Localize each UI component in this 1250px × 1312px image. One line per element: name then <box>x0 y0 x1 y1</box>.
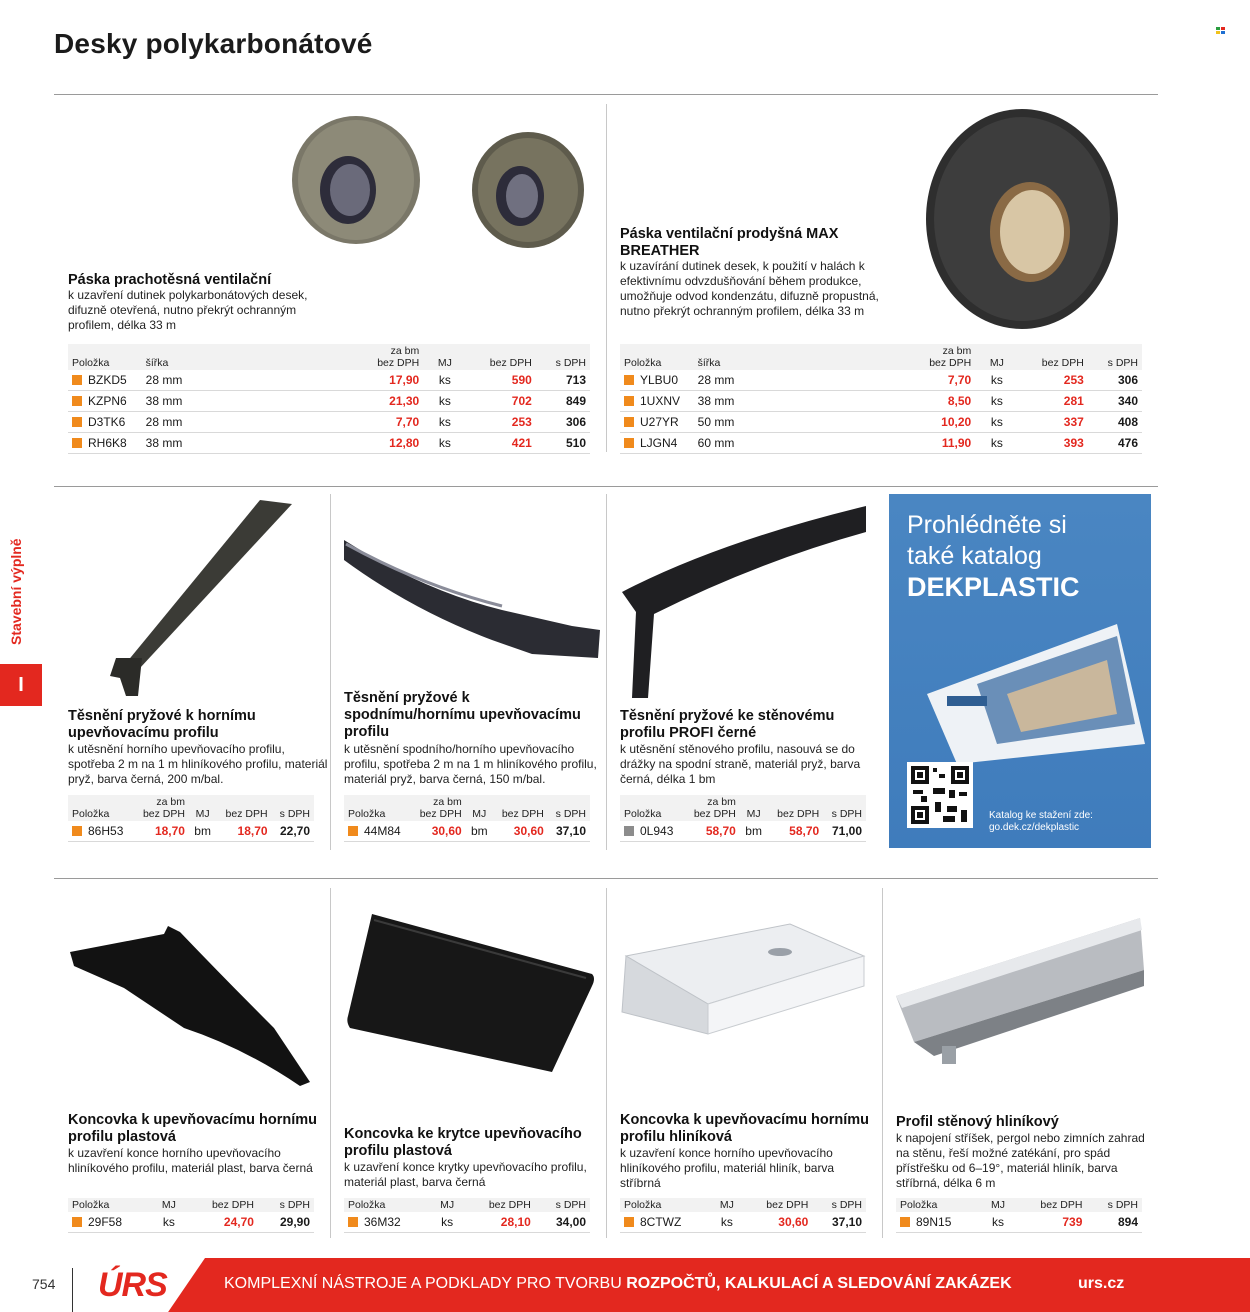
col-header: s DPH <box>535 1198 590 1212</box>
divider <box>54 94 1158 95</box>
product-description: k uzavření konce horního upevňovacího hliníkového profilu, materiál plast, barva černá <box>68 1146 313 1175</box>
product-title: Těsnění pryžové ke stěnovému profilu PROFI černé <box>620 708 835 741</box>
col-header: za bm bez DPH <box>217 344 423 370</box>
price-table <box>620 1198 866 1233</box>
urs-logo[interactable]: ÚRS <box>98 1266 167 1304</box>
end-cap-image <box>64 918 316 1088</box>
col-header: za bm bez DPH <box>684 795 740 821</box>
col-header: s DPH <box>1086 1198 1142 1212</box>
col-header: Položka <box>620 1198 711 1212</box>
product-title: Koncovka ke krytce upevňovacího profilu plastová <box>344 1126 582 1159</box>
col-header: bez DPH <box>742 1198 812 1212</box>
product-description: k utěsnění spodního/horního upevňovacího profilu, spotřeba 2 m na 1 m hliníkového profilu, materiál pryž, barva černá, 150 m/bal. <box>344 742 597 786</box>
table-row[interactable]: BZKD5 28 mm 17,90 ks 590 713 <box>68 370 590 391</box>
table-row[interactable]: 44M84 30,60 bm 30,60 37,10 <box>344 821 590 842</box>
col-header: bez DPH <box>1019 344 1088 370</box>
price-table <box>620 795 866 842</box>
price-table <box>68 344 590 454</box>
rubber-seal-image <box>618 502 870 702</box>
divider <box>330 494 331 850</box>
divider <box>330 888 331 1238</box>
price-table <box>620 344 1142 454</box>
col-header: za bm bez DPH <box>411 795 466 821</box>
col-header: bez DPH <box>216 795 271 821</box>
table-row[interactable]: 29F58 ks 24,70 29,90 <box>68 1212 314 1233</box>
aluminium-profile-image <box>894 916 1146 1072</box>
page-number: 754 <box>32 1276 56 1292</box>
product-title: Těsnění pryžové k spodnímu/hornímu upevňovacímu profilu <box>344 690 581 740</box>
end-cap-image <box>620 922 870 1072</box>
table-row[interactable]: YLBU0 28 mm 7,70 ks 253 306 <box>620 370 1142 391</box>
divider <box>72 1268 73 1312</box>
table-row[interactable]: 8CTWZ ks 30,60 37,10 <box>620 1212 866 1233</box>
table-row[interactable]: 0L943 58,70 bm 58,70 71,00 <box>620 821 866 842</box>
product-description: k utěsnění stěnového profilu, nasouvá se do drážky na spodní straně, materiál pryž, barva černá, délka 1 bm <box>620 742 861 786</box>
product-description: k uzavření konce horního upevňovacího hliníkového profilu, materiál hliník, barva stříbrná <box>620 1146 835 1190</box>
divider <box>54 878 1158 879</box>
table-row[interactable]: 89N15 ks 739 894 <box>896 1212 1142 1233</box>
divider <box>606 494 607 850</box>
price-table <box>344 1198 590 1233</box>
product-description: k napojení stříšek, pergol nebo zimních zahrad na stěnu, řeší možné zatékání, pro spád přístřešku od 6–19°, materiál hliník, barva stříbrná, délka 6 m <box>896 1131 1145 1190</box>
color-marks-icon <box>1216 27 1225 34</box>
product-title: Páska ventilační prodyšná MAX BREATHER <box>620 226 839 259</box>
col-header: s DPH <box>536 344 590 370</box>
table-row[interactable]: 86H53 18,70 bm 18,70 22,70 <box>68 821 314 842</box>
section-side-label: Stavební výplně <box>8 538 24 645</box>
product-description: k utěsnění horního upevňovacího profilu, spotřeba 2 m na 1 m hliníkového profilu, materiál pryž, barva černá, 200 m/bal. <box>68 742 328 786</box>
col-header: s DPH <box>823 795 866 821</box>
col-header: s DPH <box>548 795 590 821</box>
col-header: Položka <box>68 344 142 370</box>
footer-website-link[interactable]: urs.cz <box>1078 1275 1125 1292</box>
qr-code-icon[interactable] <box>907 762 973 828</box>
catalog-cover-image <box>917 614 1147 764</box>
rubber-seal-image <box>80 498 300 702</box>
col-header: bez DPH <box>185 1198 258 1212</box>
product-title: Profil stěnový hliníkový <box>896 1114 1059 1130</box>
divider <box>606 888 607 1238</box>
col-header: bez DPH <box>463 1198 535 1212</box>
col-header: MJ <box>153 1198 185 1212</box>
table-row[interactable]: LJGN4 60 mm 11,90 ks 393 476 <box>620 433 1142 454</box>
rubber-seal-image <box>342 530 604 662</box>
divider <box>606 104 607 452</box>
price-table <box>896 1198 1142 1233</box>
product-title: Páska prachotěsná ventilační <box>68 272 272 288</box>
divider <box>54 486 1158 487</box>
col-header: s DPH <box>1088 344 1142 370</box>
col-header: Položka <box>344 1198 431 1212</box>
col-header: Položka <box>620 344 694 370</box>
price-table <box>68 1198 314 1233</box>
promo-text: Prohlédněte si také katalog <box>907 511 1067 570</box>
table-row[interactable]: D3TK6 28 mm 7,70 ks 253 306 <box>68 412 590 433</box>
tape-roll-image <box>922 104 1122 330</box>
col-header: bez DPH <box>493 795 548 821</box>
col-header: MJ <box>189 795 216 821</box>
col-header: bez DPH <box>1014 1198 1086 1212</box>
col-header: s DPH <box>812 1198 866 1212</box>
product-description: k uzavírání dutinek desek, k použití v halách k efektivnímu odvzdušňování během produkce, umožňuje odvod kondenzátu, difuzně propustná, nutno překrýt ochranným profilem, délka 33 m <box>620 259 879 318</box>
col-header: MJ <box>982 1198 1014 1212</box>
footer-bar <box>0 1258 1250 1312</box>
price-table <box>68 795 314 842</box>
col-header: MJ <box>466 795 493 821</box>
col-header: MJ <box>423 344 466 370</box>
table-row[interactable]: 36M32 ks 28,10 34,00 <box>344 1212 590 1233</box>
col-header: za bm bez DPH <box>769 344 975 370</box>
col-header: Položka <box>68 1198 153 1212</box>
end-cap-image <box>346 912 596 1074</box>
col-header: s DPH <box>258 1198 314 1212</box>
promo-caption: Katalog ke stažení zde: go.dek.cz/dekplastic <box>989 810 1093 833</box>
col-header: MJ <box>975 344 1018 370</box>
catalog-promo-banner[interactable] <box>889 494 1151 848</box>
col-header: bez DPH <box>767 795 823 821</box>
col-header: Položka <box>344 795 411 821</box>
col-header: Položka <box>620 795 684 821</box>
col-header: šířka <box>142 344 218 370</box>
price-table <box>344 795 590 842</box>
promo-brand: DEKPLASTIC <box>907 572 1080 602</box>
col-header: MJ <box>711 1198 742 1212</box>
product-title: Koncovka k upevňovacímu hornímu profilu plastová <box>68 1112 317 1145</box>
product-description: k uzavření dutinek polykarbonátových desek, difuzně otevřená, nutno překrýt ochranným profilem, délka 33 m <box>68 288 308 332</box>
table-row[interactable]: 1UXNV 38 mm 8,50 ks 281 340 <box>620 391 1142 412</box>
product-title: Těsnění pryžové k hornímu upevňovacímu profilu <box>68 708 256 741</box>
col-header: Položka <box>68 795 134 821</box>
product-description: k uzavření konce krytky upevňovacího profilu, materiál plast, barva černá <box>344 1160 587 1189</box>
col-header: šířka <box>694 344 770 370</box>
col-header: za bm bez DPH <box>134 795 189 821</box>
col-header: MJ <box>431 1198 463 1212</box>
divider <box>882 888 883 1238</box>
table-row[interactable]: U27YR 50 mm 10,20 ks 337 408 <box>620 412 1142 433</box>
footer-slogan: KOMPLEXNÍ NÁSTROJE A PODKLADY PRO TVORBU ROZPOČTŮ, KALKULACÍ A SLEDOVÁNÍ ZAKÁZEK <box>224 1275 1012 1292</box>
col-header: Položka <box>896 1198 982 1212</box>
table-row[interactable]: KZPN6 38 mm 21,30 ks 702 849 <box>68 391 590 412</box>
product-title: Koncovka k upevňovacímu hornímu profilu hliníková <box>620 1112 869 1145</box>
col-header: MJ <box>740 795 768 821</box>
col-header: bez DPH <box>467 344 536 370</box>
page-title: Desky polykarbonátové <box>54 28 373 59</box>
col-header: s DPH <box>272 795 314 821</box>
section-tab[interactable]: I <box>0 664 42 706</box>
table-row[interactable]: RH6K8 38 mm 12,80 ks 421 510 <box>68 433 590 454</box>
tape-roll-image <box>288 112 598 262</box>
